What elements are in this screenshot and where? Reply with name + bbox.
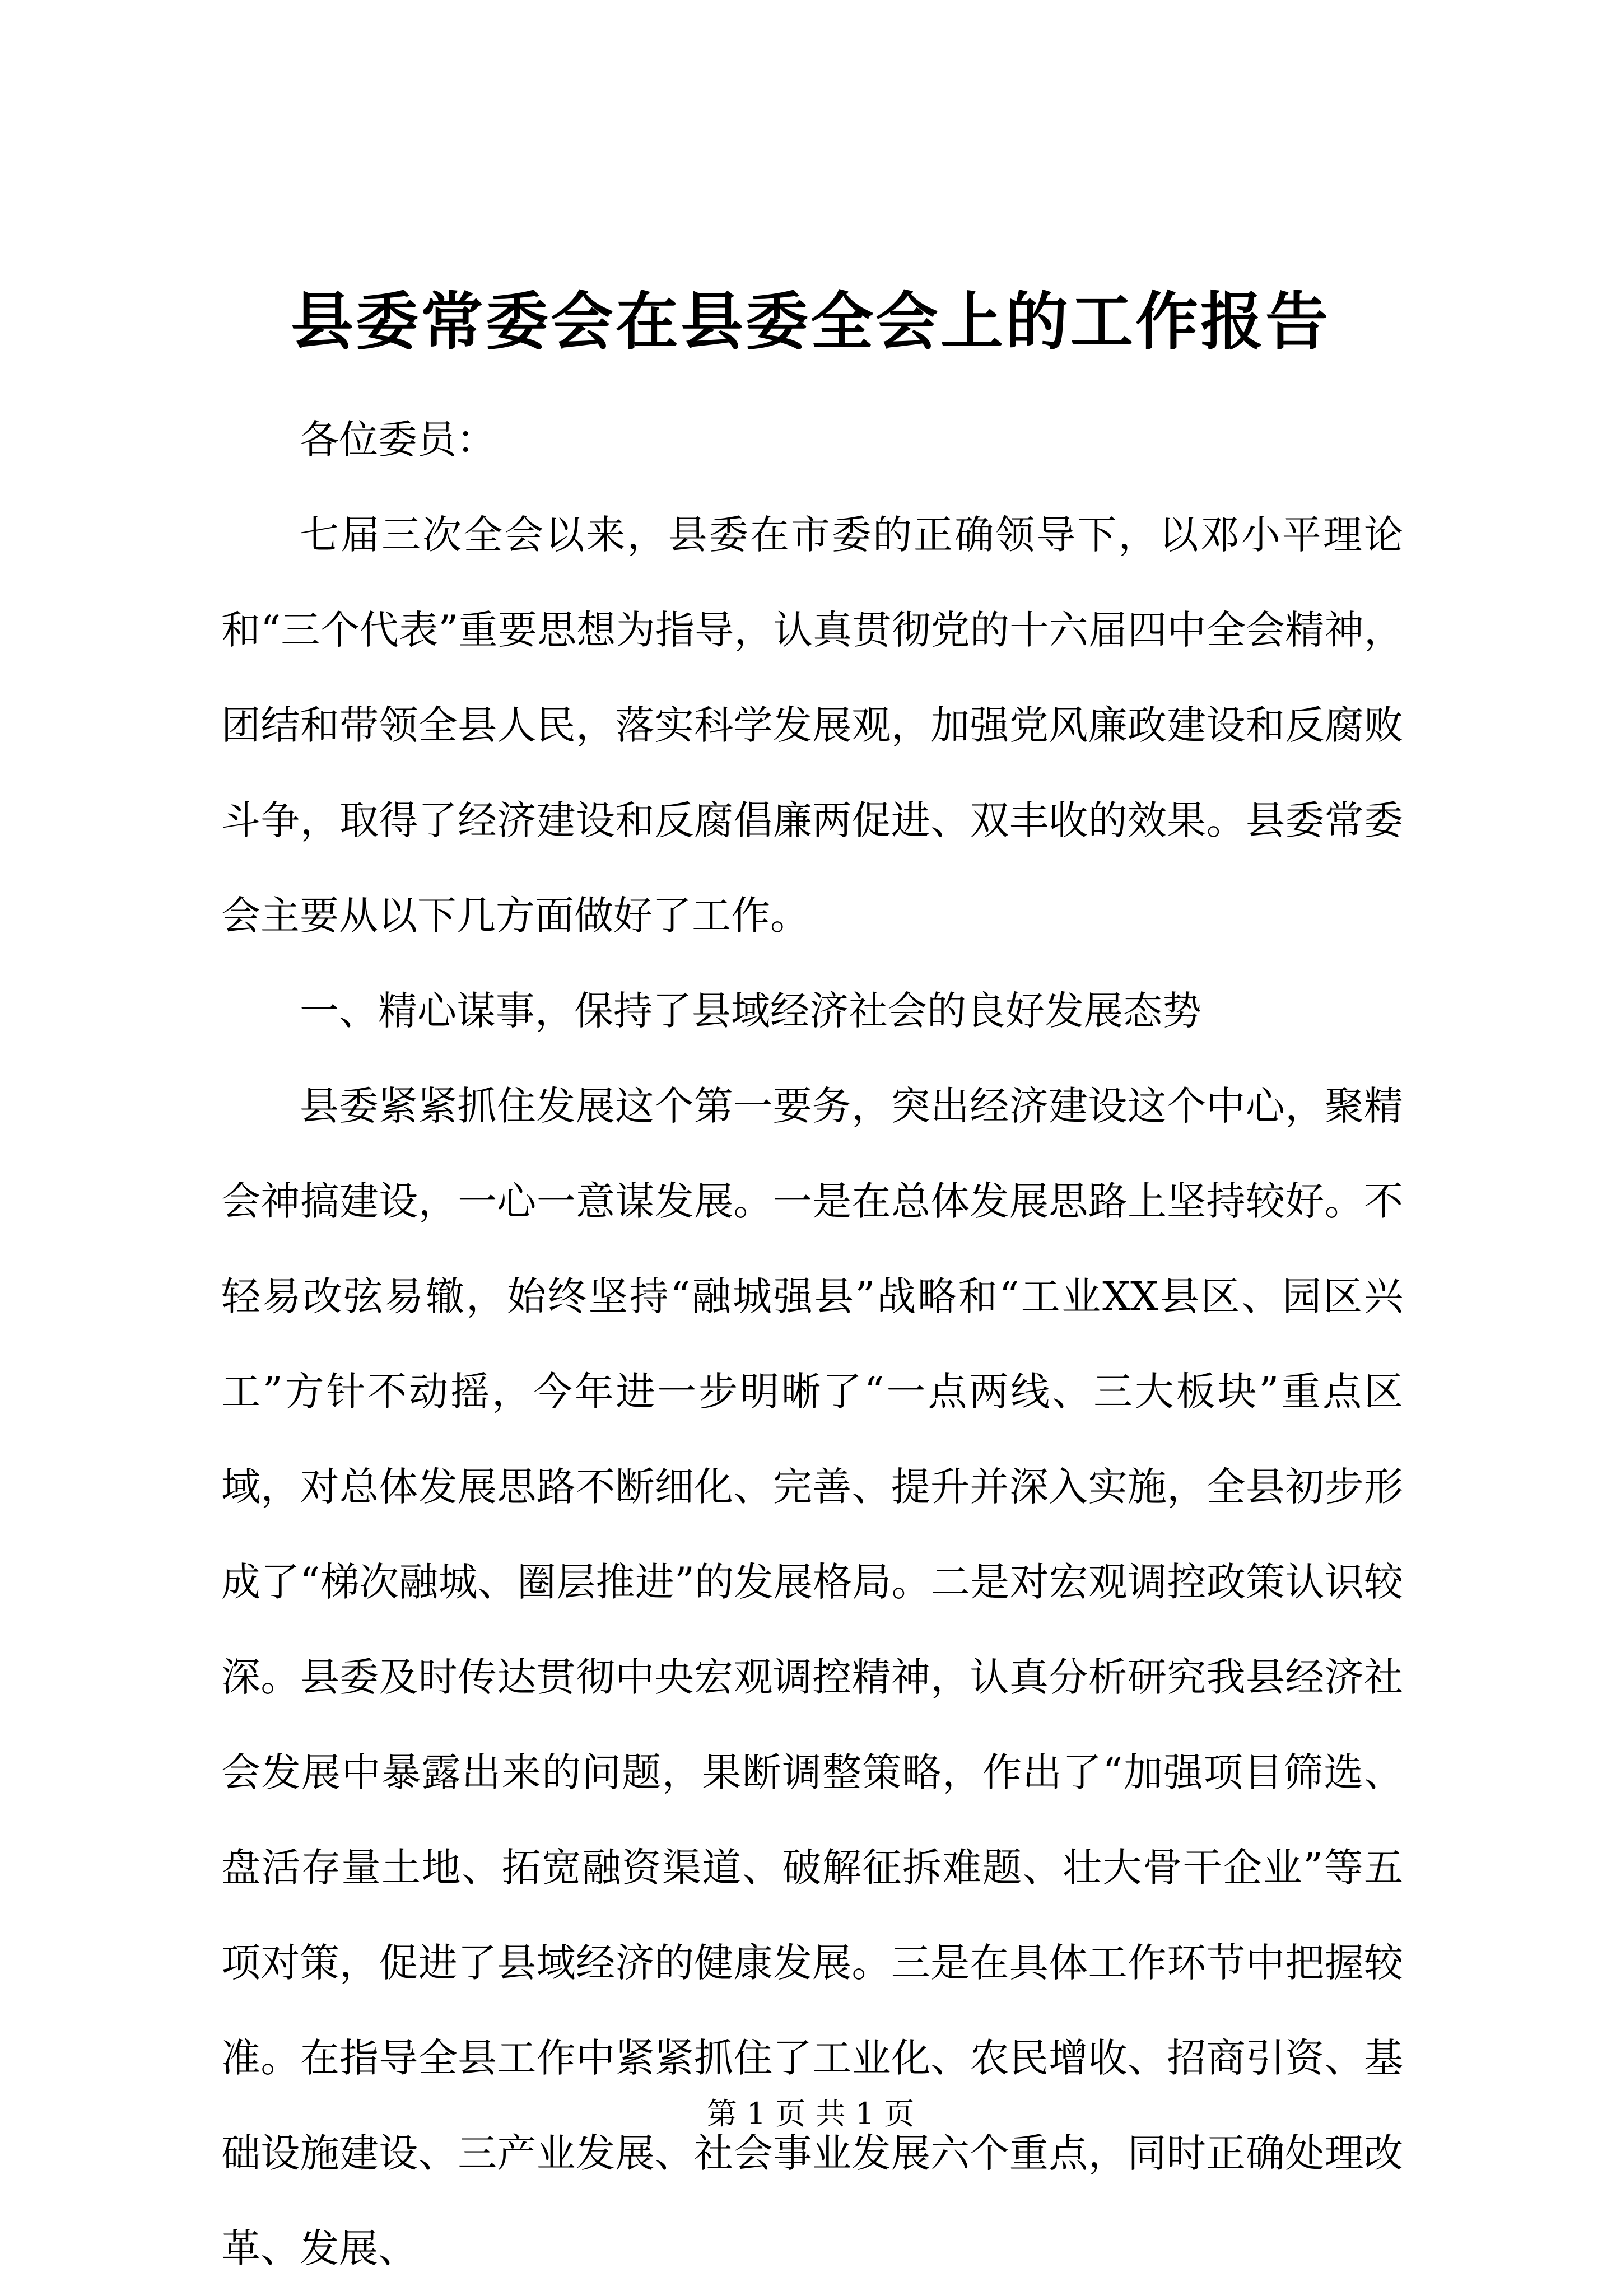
paragraph-intro: 七届三次全会以来，县委在市委的正确领导下，以邓小平理论和“三个代表”重要思想为指导，认真贯彻党的十六届四中全会精神，团结和带领全县人民，落实科学发展观，加强党风廉政建设和反腐败斗争，取得了经济建设和反腐倡廉两促进、双丰收的效果。县委常委会主要从以下几方面做好了工作。 bbox=[221, 512, 1403, 939]
page-footer: 第 1 页 共 1 页 bbox=[706, 2096, 915, 2131]
paragraph-section-1: 县委紧紧抓住发展这个第一要务，突出经济建设这个中心，聚精会神搞建设，一心一意谋发展。一是在总体发展思路上坚持较好。不轻易改弦易辙，始终坚持“融城强县”战略和“工业XX县区、园区兴工”方针不动摇，今年进一步明晰了“一点两线、三大板块”重点区域，对总体发展思路不断细化、完善、提升并深入实施，全县初步形成了“梯次融城、圈层推进”的发展格局。二是对宏观调控政策认识较深。县委及时传达贯彻中央宏观调控精神，认真分析研究我县经济社会发展中暴露出来的问题，果断调整策略，作出了“加强项目筛选、盘活存量土地、拓宽融资渠道、破解征拆难题、壮大骨干企业”等五项对策，促进了县域经济的健康发展。三是在具体工作环节中把握较准。在指导全县工作中紧紧抓住了工业化、农民增收、招商引资、基础设施建设、三产业发展、社会事业发展六个重点，同时正确处理改革、发展、 bbox=[221, 1083, 1403, 2271]
salutation: 各位委员： bbox=[300, 417, 496, 463]
document-title: 县委常委会在县委全会上的工作报告 bbox=[291, 285, 1330, 358]
document-body bbox=[221, 392, 1403, 2296]
section-heading-1: 一、精心谋事，保持了县域经济社会的良好发展态势 bbox=[300, 988, 1201, 1034]
